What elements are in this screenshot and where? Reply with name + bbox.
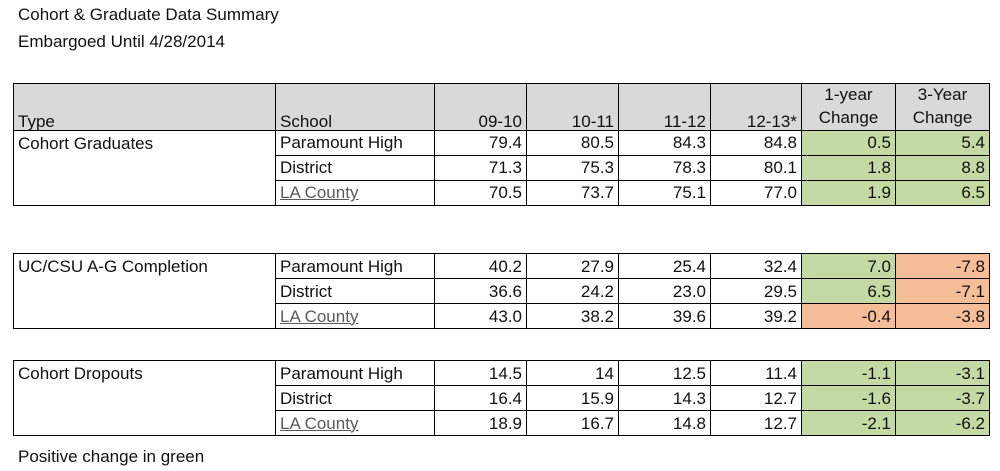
value-cell: 40.2 [435,254,527,279]
three-year-change-cell: 6.5 [896,180,990,205]
document-title: Cohort & Graduate Data Summary [18,5,279,24]
value-cell: 38.2 [527,304,619,329]
header-3-year-change: 3-Year Change [896,84,990,131]
value-cell: 25.4 [619,254,711,279]
ag-completion-table [13,253,990,329]
table-row [14,130,990,155]
value-cell: 32.4 [711,254,802,279]
footer-note: Positive change in green [18,447,205,466]
value-cell: 36.6 [435,279,527,304]
value-cell: 14.3 [619,386,711,411]
one-year-change-cell: -1.6 [802,386,896,411]
value-cell: 75.3 [527,155,619,180]
value-cell: 14 [527,361,619,386]
header-year-12-13: 12-13* [711,84,802,131]
value-cell: 79.4 [435,130,527,155]
school-cell: Paramount High [276,361,435,386]
school-cell: Paramount High [276,254,435,279]
value-cell: 24.2 [527,279,619,304]
header-type: Type [14,84,276,131]
three-year-change-cell: -3.8 [896,304,990,329]
value-cell: 39.2 [711,304,802,329]
one-year-change-cell: -0.4 [802,304,896,329]
three-year-change-cell: -7.1 [896,279,990,304]
value-cell: 73.7 [527,180,619,205]
three-year-change-cell: 5.4 [896,130,990,155]
type-cell: Cohort Dropouts [14,361,276,436]
header-1-year-change: 1-year Change [802,84,896,131]
value-cell: 78.3 [619,155,711,180]
three-year-change-cell: 8.8 [896,155,990,180]
value-cell: 14.8 [619,411,711,436]
la-county-link[interactable]: LA County [280,413,359,433]
value-cell: 12.7 [711,386,802,411]
one-year-change-cell: 6.5 [802,279,896,304]
type-cell: Cohort Graduates [14,130,276,205]
three-year-change-cell: -7.8 [896,254,990,279]
value-cell: 84.3 [619,130,711,155]
value-cell: 77.0 [711,180,802,205]
one-year-change-cell: 1.9 [802,180,896,205]
header-row [14,84,990,131]
value-cell: 29.5 [711,279,802,304]
value-cell: 11.4 [711,361,802,386]
value-cell: 71.3 [435,155,527,180]
header-school: School [276,84,435,131]
value-cell: 23.0 [619,279,711,304]
school-cell: District [276,279,435,304]
header-year-11-12: 11-12 [619,84,711,131]
school-cell[interactable] [276,304,435,329]
school-cell: District [276,386,435,411]
one-year-change-cell: 0.5 [802,130,896,155]
table-row [14,361,990,386]
value-cell: 18.9 [435,411,527,436]
value-cell: 12.7 [711,411,802,436]
value-cell: 84.8 [711,130,802,155]
three-year-change-cell: -6.2 [896,411,990,436]
value-cell: 16.4 [435,386,527,411]
value-cell: 39.6 [619,304,711,329]
la-county-link[interactable]: LA County [280,306,359,326]
header-year-09-10: 09-10 [435,84,527,131]
header-year-10-11: 10-11 [527,84,619,131]
school-cell: Paramount High [276,130,435,155]
one-year-change-cell: 1.8 [802,155,896,180]
value-cell: 70.5 [435,180,527,205]
la-county-link[interactable]: LA County [280,183,359,203]
header-and-graduates-table [13,83,990,206]
value-cell: 80.5 [527,130,619,155]
one-year-change-cell: -1.1 [802,361,896,386]
one-year-change-cell: 7.0 [802,254,896,279]
dropouts-table [13,360,990,436]
value-cell: 75.1 [619,180,711,205]
value-cell: 15.9 [527,386,619,411]
value-cell: 27.9 [527,254,619,279]
school-cell[interactable] [276,411,435,436]
value-cell: 16.7 [527,411,619,436]
value-cell: 14.5 [435,361,527,386]
type-cell: UC/CSU A-G Completion [14,254,276,329]
three-year-change-cell: -3.7 [896,386,990,411]
value-cell: 12.5 [619,361,711,386]
value-cell: 80.1 [711,155,802,180]
school-cell: District [276,155,435,180]
three-year-change-cell: -3.1 [896,361,990,386]
embargo-date: Embargoed Until 4/28/2014 [18,32,225,51]
table-row [14,254,990,279]
value-cell: 43.0 [435,304,527,329]
one-year-change-cell: -2.1 [802,411,896,436]
school-cell[interactable] [276,180,435,205]
